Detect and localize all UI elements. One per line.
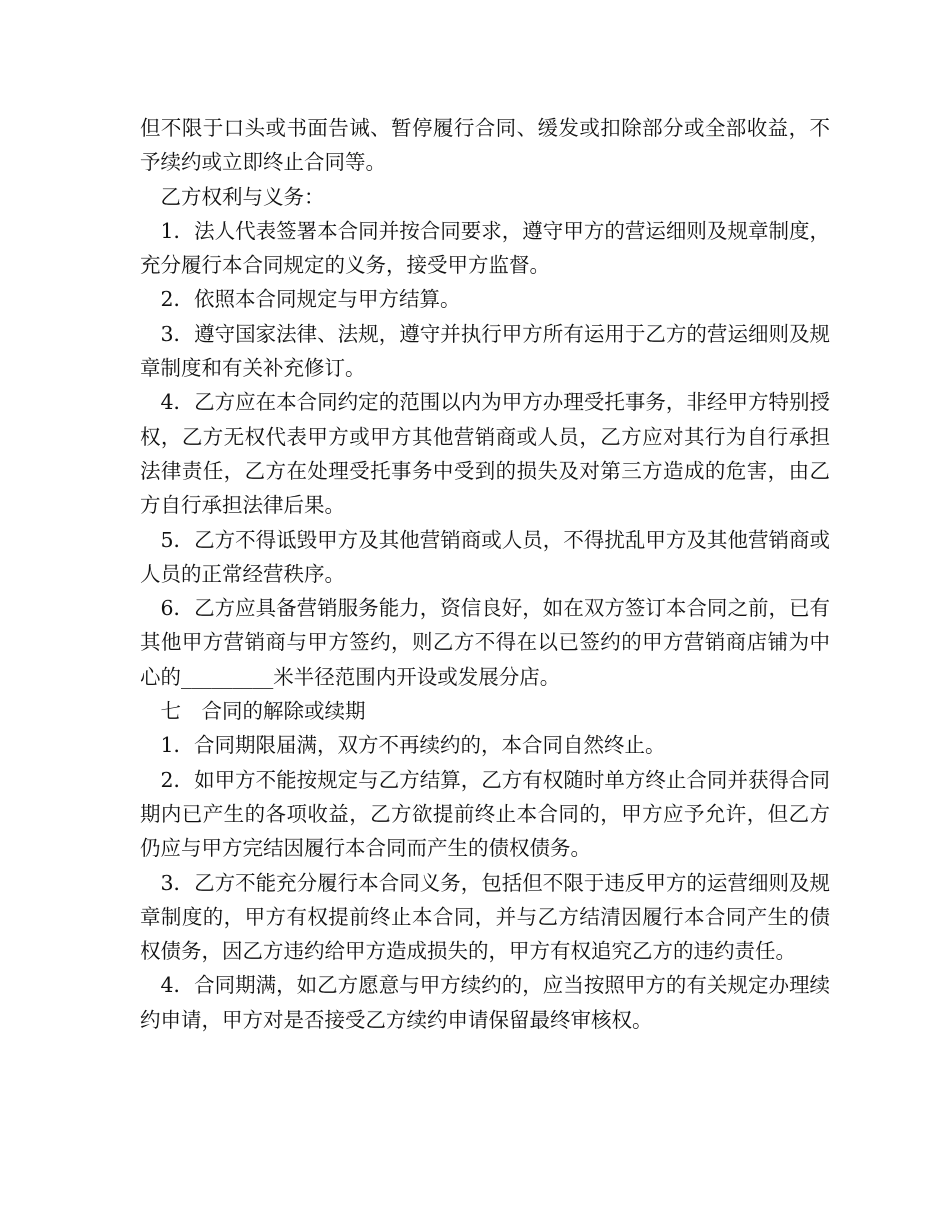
- paragraph-termination-clause-3: 3．乙方不能充分履行本合同义务，包括但不限于违反甲方的运营细则及规章制度的，甲方有权提前终止本合同，并与乙方结清因履行本合同产生的债权债务，因乙方违约给甲方造成损失的，甲方有权追究乙方的违约责任。: [140, 870, 830, 964]
- paragraph-clause-2: 2．依照本合同规定与甲方结算。: [160, 287, 461, 312]
- document-body: [140, 111, 830, 1037]
- paragraph-clause-6: 6．乙方应具备营销服务能力，资信良好，如在双方签订本合同之前，已有其他甲方营销商与甲方签约，则乙方不得在以已签约的甲方营销商店铺为中心的_________米半径范围内开设或发展分店。: [140, 596, 830, 689]
- paragraph-termination-clause-4: 4．合同期满，如乙方愿意与甲方续约的，应当按照甲方的有关规定办理续约申请，甲方对是否接受乙方续约申请保留最终审核权。: [140, 973, 830, 1032]
- paragraph-party-b-rights-heading: 乙方权利与义务：: [160, 184, 325, 209]
- paragraph-clause-3: 3．遵守国家法律、法规，遵守并执行甲方所有运用于乙方的营运细则及规章制度和有关补充修订。: [140, 321, 830, 381]
- paragraph-clause-1: 1．法人代表签署本合同并按合同要求，遵守甲方的营运细则及规章制度，充分履行本合同规定的义务，接受甲方监督。: [140, 218, 830, 278]
- paragraph-termination-clause-1: 1．合同期限届满，双方不再续约的，本合同自然终止。: [160, 733, 666, 758]
- paragraph-termination-clause-2: 2．如甲方不能按规定与乙方结算，乙方有权随时单方终止合同并获得合同期内已产生的各项收益，乙方欲提前终止本合同的，甲方应予允许，但乙方仍应与甲方完结因履行本合同而产生的债权债务。: [140, 767, 830, 861]
- paragraph-clause-4: 4．乙方应在本合同约定的范围以内为甲方办理受托事务，非经甲方特别授权，乙方无权代表甲方或甲方其他营销商或人员，乙方应对其行为自行承担法律责任，乙方在处理受托事务中受到的损失及对第三方造成的危害，由乙方自行承担法律后果。: [140, 390, 830, 518]
- section-heading-termination: 七 合同的解除或续期: [160, 699, 366, 724]
- paragraph-clause-5: 5．乙方不得诋毁甲方及其他营销商或人员，不得扰乱甲方及其他营销商或人员的正常经营秩序。: [140, 527, 830, 586]
- paragraph-continuation: 但不限于口头或书面告诫、暂停履行合同、缓发或扣除部分或全部收益，不予续约或立即终止合同等。: [140, 116, 830, 175]
